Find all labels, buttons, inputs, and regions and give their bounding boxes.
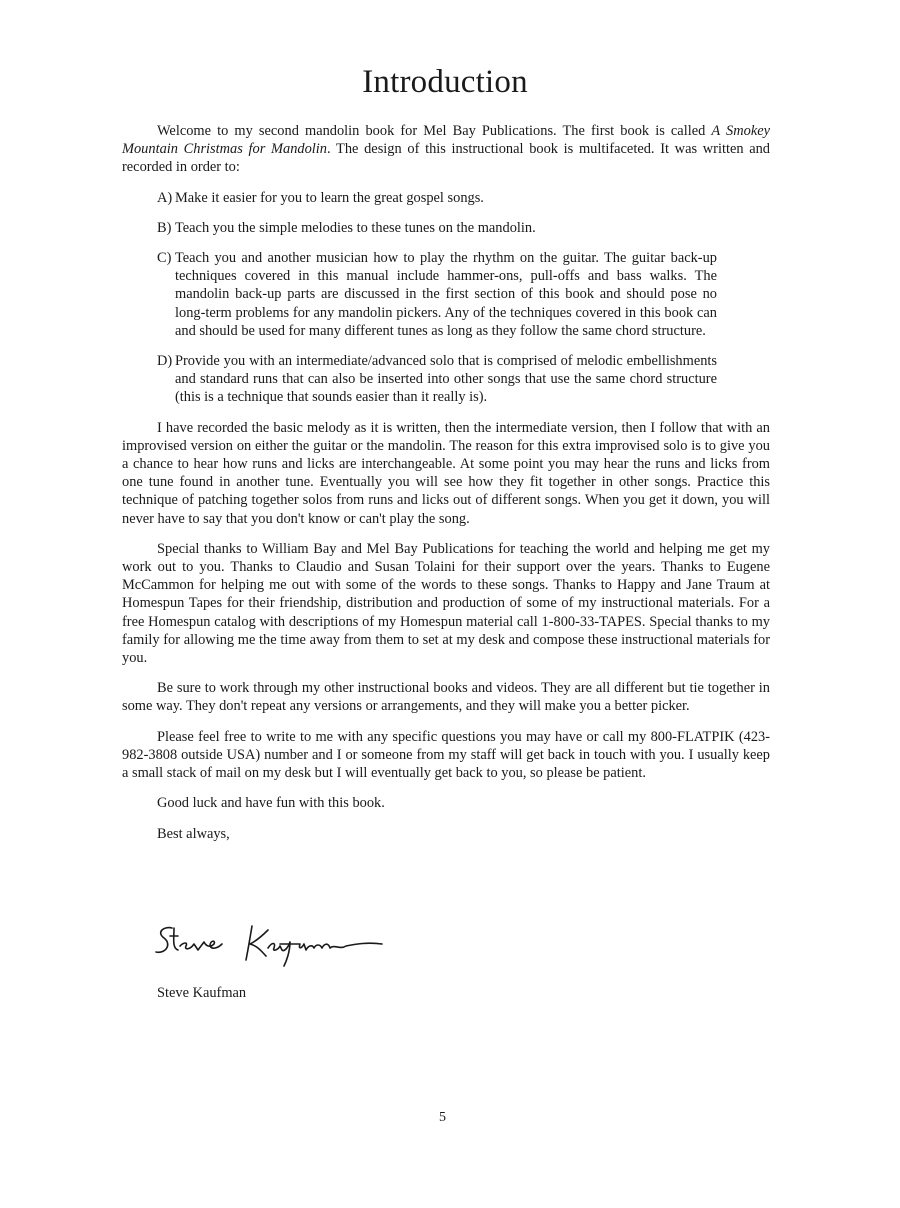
list-item: [157, 352, 717, 407]
list-letter: D): [157, 353, 173, 370]
list-text: Teach you and another musician how to play the rhythm on the guitar. The guitar back-up techniques covered in this manual include hammer-ons, pull-offs and bass walks. The mandolin back-up parts are discussed in the first section of this book and should pose no long-term problems for any mandolin pickers. Any of the techniques covered in this book can and should be used for many different tunes as long as they follow the same chord structure.: [175, 250, 717, 339]
book-title: A Smokey Mountain Christmas for Mandolin: [122, 123, 771, 158]
list-item: [157, 189, 717, 207]
intro-paragraph: [122, 122, 770, 177]
goals-list: [122, 189, 770, 407]
list-letter: B): [157, 219, 172, 236]
page-title: Introduction: [362, 64, 528, 100]
intro-text-after: . The design of this instructional book is multifaceted. It was written and recorded in order to:: [122, 141, 771, 176]
good-luck-line: Good luck and have fun with this book.: [157, 795, 385, 812]
list-item: [157, 249, 717, 340]
body-text: [122, 122, 770, 855]
contact-paragraph: Please feel free to write to me with any specific questions you may have or call my 800-FLATPIK (423-982-3808 outside USA) number and I or someone from my staff will get back in touch with you. I usually keep a small stack of mail on my desk but I will eventually get back to you, so please be patient.: [122, 728, 770, 782]
list-text: Teach you the simple melodies to these tunes on the mandolin.: [175, 219, 536, 236]
list-text: Provide you with an intermediate/advanced solo that is comprised of melodic embellishments and standard runs that can also be inserted into other songs that use the same chord structure (this is a technique that sounds easier than it really is).: [175, 353, 717, 406]
list-item: [157, 219, 717, 237]
list-text: Make it easier for you to learn the great gospel songs.: [175, 189, 484, 206]
list-letter: A): [157, 189, 173, 206]
intro-text-before: Welcome to my second mandolin book for Mel Bay Publications. The first book is called: [157, 123, 712, 139]
recording-paragraph: I have recorded the basic melody as it is written, then the intermediate version, then I follow that with an improvised version on either the guitar or the mandolin. The reason for this extra improvised solo is to give you a chance to hear how runs and licks are interchangeable. At some point you may hear the runs and licks from one tune found in another tune. Eventually you will see how they fit together in other songs. Practice this technique of patching together solos from runs and licks out of different songs. When you get it down, you will never have to say that you don't know or can't play the song.: [122, 419, 770, 527]
thanks-paragraph: Special thanks to William Bay and Mel Bay Publications for teaching the world and helping me get my work out to you. Thanks to Claudio and Susan Tolaini for their support over the years. Thanks to Eugene McCammon for helping me out with some of the words to these songs. Thanks to Happy and Jane Traum at Homespun Tapes for their friendship, distribution and production of some of my instructional materials. For a free Homespun catalog with descriptions of my Homespun material call 1-800-33-TAPES. Special thanks to my family for allowing me the time away from them to set at my desk and compose these instructional materials for you.: [122, 540, 770, 667]
page-number: 5: [439, 1110, 446, 1125]
signer-name: Steve Kaufman: [157, 985, 247, 1001]
list-letter: C): [157, 250, 172, 267]
other-materials-paragraph: Be sure to work through my other instructional books and videos. They are all different but tie together in some way. They don't repeat any versions or arrangements, and they will make you a better picker.: [122, 680, 770, 715]
best-always-line: Best always,: [157, 825, 230, 842]
handwritten-signature: [150, 920, 390, 970]
